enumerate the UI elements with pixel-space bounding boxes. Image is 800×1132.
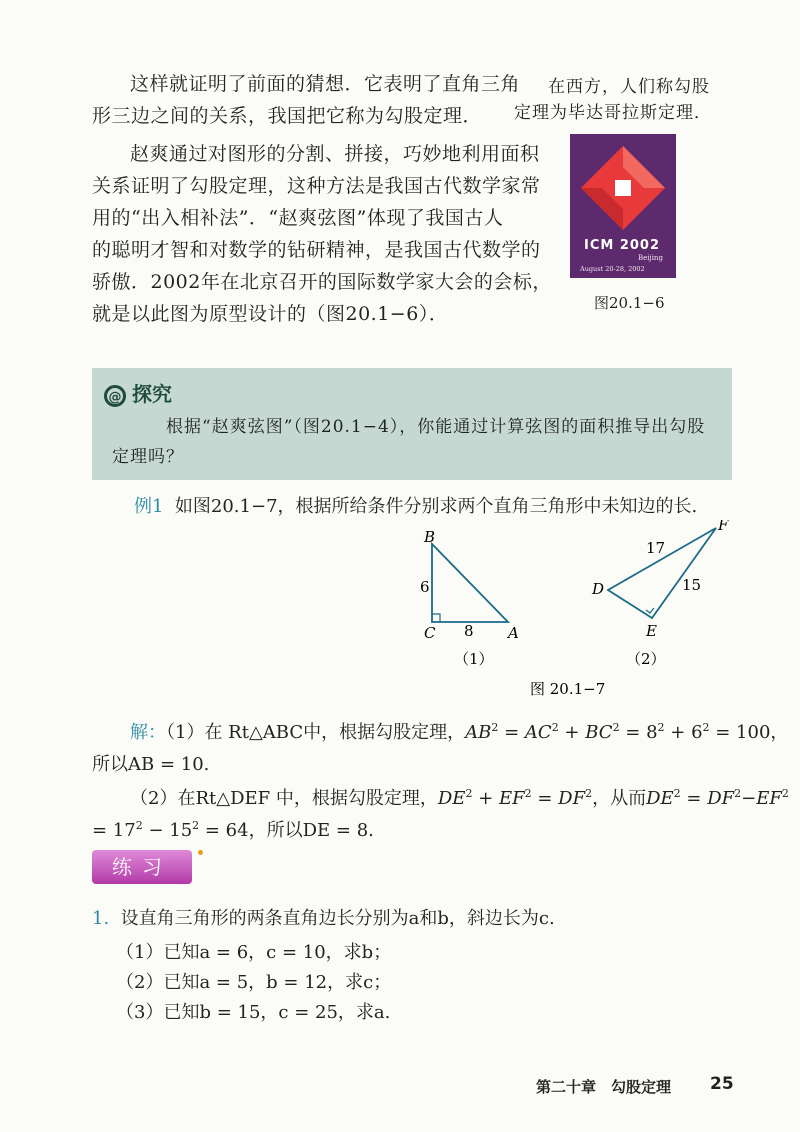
side-ca-label: 8 <box>464 622 474 640</box>
p1-line2: 形三边之间的关系，我国把它称为勾股定理． <box>92 105 483 127</box>
equation-3: = $17^2 - 15^2 = 64$ <box>92 819 249 841</box>
right-angle-mark-c <box>432 614 440 622</box>
magnifier-icon: @ <box>104 385 126 407</box>
triangle-2-label: （2） <box>626 650 666 668</box>
practice-item-1: （1）已知a = 6，c = 10，求b； <box>116 942 392 963</box>
solution-part2-intro: （2）在Rt△DEF 中，根据勾股定理， <box>130 788 438 809</box>
figure-20-1-7 <box>400 520 750 710</box>
side-note-line1: 在西方，人们称勾股 <box>548 77 710 97</box>
side-ef-label: 15 <box>682 576 702 594</box>
solution-part1-conclusion: 所以AB = 10. <box>92 754 210 775</box>
badge-city: Beijing <box>638 254 663 262</box>
figure-caption: 图 20.1−7 <box>530 680 606 698</box>
p2-line2: 关系证明了勾股定理，这种方法是我国古代数学家常 <box>92 175 541 197</box>
p2-line3: 用的“出入相补法”．“赵爽弦图”体现了我国古人 <box>92 207 504 229</box>
right-angle-mark-e <box>646 608 654 613</box>
practice-item-3: （3）已知b = 15，c = 25，求a. <box>116 1002 391 1023</box>
equation-1: $AB^2 = AC^2 + BC^2 = 8^2 + 6^2 = 100$， <box>465 721 789 743</box>
page-number: 25 <box>710 1074 734 1094</box>
practice-header: 练习 <box>92 850 192 884</box>
badge-title: ICM 2002 <box>584 238 661 253</box>
p2-line5: 骄傲．2002年在北京召开的国际数学家大会的会标， <box>92 271 552 293</box>
vertex-e: E <box>646 622 657 640</box>
explore-body: 根据“赵爽弦图”（图20.1−4），你能通过计算弦图的面积推导出勾股定理吗？ <box>112 417 706 467</box>
example-text: 如图20.1−7，根据所给条件分别求两个直角三角形中未知边的长. <box>174 496 698 517</box>
vertex-c: C <box>424 624 436 642</box>
triangle-1-label: （1） <box>454 650 494 668</box>
p2-line1: 赵爽通过对图形的分割、拼接，巧妙地利用面积 <box>130 143 540 165</box>
side-bc-label: 6 <box>420 578 430 596</box>
vertex-d: D <box>592 580 605 598</box>
solution-part2-conclusion: ，所以DE = 8. <box>248 820 374 841</box>
solution-line2 <box>130 784 789 810</box>
example-line <box>134 492 697 518</box>
p2-line6: 就是以此图为原型设计的（图20.1−6）． <box>92 303 449 325</box>
vertex-a: A <box>508 624 519 642</box>
p2-line4: 的聪明才智和对数学的钻研精神，是我国古代数学的 <box>92 239 541 261</box>
explore-box <box>92 368 732 480</box>
practice-question <box>92 904 555 930</box>
solution-part1-intro: （1）在 Rt△ABC中，根据勾股定理， <box>166 722 466 743</box>
icm-2002-logo <box>570 134 676 278</box>
p1-line1: 这样就证明了前面的猜想．它表明了直角三角 <box>130 73 521 95</box>
badge-dates: August 20-28, 2002 <box>580 265 645 273</box>
practice-item-2: （2）已知a = 5，b = 12，求c； <box>116 972 392 993</box>
explore-header <box>104 378 172 407</box>
side-df-label: 17 <box>646 539 666 557</box>
side-note-line2: 定理为毕达哥拉斯定理． <box>514 103 712 123</box>
vertex-f: F <box>718 520 729 534</box>
chapter-title: 第二十章 勾股定理 <box>536 1078 672 1096</box>
solution-line3 <box>92 816 374 842</box>
dot-icon <box>198 850 203 855</box>
solution-label: 解： <box>130 722 166 743</box>
solution-line1 <box>130 718 788 744</box>
example-label: 例1 <box>134 496 164 517</box>
equation-2: $DE^2 + EF^2 = DF^2$，从而$DE^2 = DF^2-EF^2$ <box>437 787 789 809</box>
question-number: 1. <box>92 908 110 929</box>
triangle-abc <box>432 544 508 622</box>
vertex-b: B <box>424 528 436 546</box>
badge-caption: 图20.1−6 <box>594 294 665 312</box>
explore-title: 探究 <box>132 382 172 406</box>
question-text: 设直角三角形的两条直角边长分别为a和b，斜边长为c. <box>120 908 555 929</box>
